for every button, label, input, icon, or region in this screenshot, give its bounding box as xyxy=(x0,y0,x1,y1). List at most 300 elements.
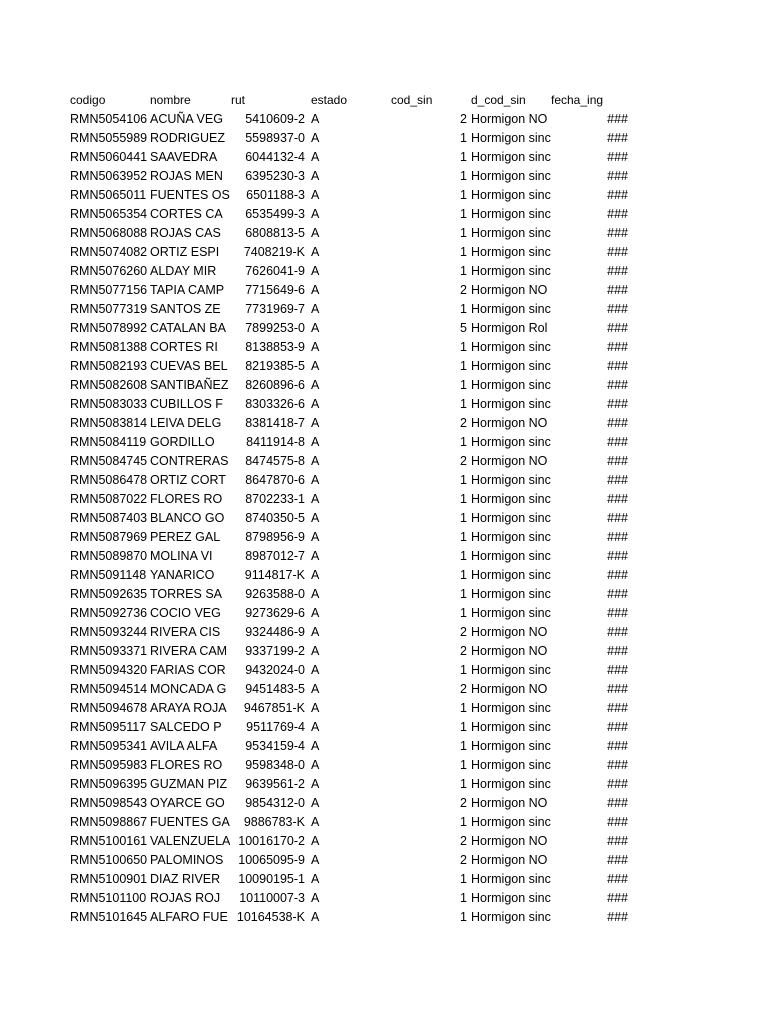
cell-estado: A xyxy=(311,549,320,563)
cell-estado: A xyxy=(311,378,320,392)
cell-rut: 6535499-3 xyxy=(245,207,305,221)
cell-cod-sin: 1 xyxy=(460,701,467,715)
table-row xyxy=(0,167,768,186)
cell-estado: A xyxy=(311,701,320,715)
cell-estado: A xyxy=(311,663,320,677)
table-row xyxy=(0,395,768,414)
table-row xyxy=(0,908,768,927)
cell-codigo: RMN5083033 xyxy=(70,397,148,411)
cell-d-cod-sin: Hormigon sinc xyxy=(471,245,551,259)
cell-nombre: FARIAS COR xyxy=(150,663,226,677)
cell-codigo: RMN5084119 xyxy=(70,435,147,449)
cell-estado: A xyxy=(311,321,320,335)
cell-estado: A xyxy=(311,796,320,810)
cell-cod-sin: 1 xyxy=(460,359,467,373)
cell-d-cod-sin: Hormigon sinc xyxy=(471,701,551,715)
cell-codigo: RMN5098543 xyxy=(70,796,148,810)
cell-rut: 10016170-2 xyxy=(238,834,305,848)
table-row xyxy=(0,357,768,376)
cell-codigo: RMN5094320 xyxy=(70,663,148,677)
cell-cod-sin: 1 xyxy=(460,245,467,259)
cell-codigo: RMN5087022 xyxy=(70,492,148,506)
cell-rut: 9534159-4 xyxy=(245,739,305,753)
cell-codigo: RMN5089870 xyxy=(70,549,148,563)
table-row xyxy=(0,756,768,775)
table-row xyxy=(0,205,768,224)
cell-nombre: YANARICO xyxy=(150,568,215,582)
table-row xyxy=(0,737,768,756)
cell-nombre: ORTIZ CORT xyxy=(150,473,226,487)
cell-nombre: FUENTES OS xyxy=(150,188,230,202)
cell-rut: 7899253-0 xyxy=(245,321,305,335)
cell-fecha-ing: ### xyxy=(607,834,628,848)
cell-estado: A xyxy=(311,587,320,601)
table-row xyxy=(0,148,768,167)
cell-d-cod-sin: Hormigon NO xyxy=(471,853,548,867)
cell-d-cod-sin: Hormigon NO xyxy=(471,644,548,658)
cell-d-cod-sin: Hormigon NO xyxy=(471,112,548,126)
header-row xyxy=(0,91,768,110)
cell-fecha-ing: ### xyxy=(607,549,628,563)
cell-codigo: RMN5084745 xyxy=(70,454,148,468)
cell-cod-sin: 5 xyxy=(460,321,467,335)
cell-cod-sin: 2 xyxy=(460,625,467,639)
cell-fecha-ing: ### xyxy=(607,397,628,411)
cell-fecha-ing: ### xyxy=(607,340,628,354)
cell-codigo: RMN5100901 xyxy=(70,872,148,886)
cell-rut: 9432024-0 xyxy=(245,663,305,677)
cell-estado: A xyxy=(311,568,320,582)
cell-rut: 8219385-5 xyxy=(245,359,305,373)
table-row xyxy=(0,471,768,490)
cell-rut: 6044132-4 xyxy=(245,150,305,164)
cell-d-cod-sin: Hormigon sinc xyxy=(471,340,551,354)
cell-d-cod-sin: Hormigon sinc xyxy=(471,511,551,525)
cell-nombre: RIVERA CIS xyxy=(150,625,221,639)
cell-codigo: RMN5098867 xyxy=(70,815,148,829)
cell-cod-sin: 2 xyxy=(460,834,467,848)
table-row xyxy=(0,566,768,585)
cell-codigo: RMN5055989 xyxy=(70,131,148,145)
table-row xyxy=(0,585,768,604)
cell-codigo: RMN5087403 xyxy=(70,511,148,525)
cell-cod-sin: 1 xyxy=(460,188,467,202)
cell-cod-sin: 1 xyxy=(460,131,467,145)
cell-nombre: ORTIZ ESPI xyxy=(150,245,220,259)
cell-rut: 8798956-9 xyxy=(245,530,305,544)
cell-cod-sin: 2 xyxy=(460,454,467,468)
cell-rut: 6501188-3 xyxy=(246,188,305,202)
cell-cod-sin: 1 xyxy=(460,302,467,316)
cell-fecha-ing: ### xyxy=(607,169,628,183)
cell-estado: A xyxy=(311,454,320,468)
cell-d-cod-sin: Hormigon sinc xyxy=(471,568,551,582)
cell-codigo: RMN5095117 xyxy=(70,720,147,734)
cell-rut: 8647870-6 xyxy=(245,473,305,487)
cell-rut: 8411914-8 xyxy=(246,435,305,449)
cell-estado: A xyxy=(311,872,320,886)
table-row xyxy=(0,661,768,680)
cell-cod-sin: 1 xyxy=(460,435,467,449)
table-row xyxy=(0,851,768,870)
cell-d-cod-sin: Hormigon NO xyxy=(471,682,548,696)
cell-rut: 7626041-9 xyxy=(245,264,305,278)
cell-rut: 8740350-5 xyxy=(245,511,305,525)
cell-nombre: GORDILLO xyxy=(150,435,215,449)
cell-nombre: DIAZ RIVER xyxy=(150,872,221,886)
cell-cod-sin: 1 xyxy=(460,815,467,829)
cell-rut: 8260896-6 xyxy=(245,378,305,392)
cell-codigo: RMN5078992 xyxy=(70,321,148,335)
cell-rut: 9114817-K xyxy=(244,568,305,582)
cell-rut: 7715649-6 xyxy=(245,283,305,297)
cell-estado: A xyxy=(311,758,320,772)
cell-nombre: GUZMAN PIZ xyxy=(150,777,228,791)
table-row xyxy=(0,775,768,794)
cell-d-cod-sin: Hormigon sinc xyxy=(471,549,551,563)
cell-fecha-ing: ### xyxy=(607,112,628,126)
table-row xyxy=(0,262,768,281)
cell-cod-sin: 1 xyxy=(460,891,467,905)
table-row xyxy=(0,509,768,528)
cell-fecha-ing: ### xyxy=(607,416,628,430)
cell-estado: A xyxy=(311,853,320,867)
table-row xyxy=(0,718,768,737)
cell-estado: A xyxy=(311,834,320,848)
cell-codigo: RMN5074082 xyxy=(70,245,148,259)
cell-nombre: LEIVA DELG xyxy=(150,416,222,430)
table-row xyxy=(0,110,768,129)
cell-nombre: TORRES SA xyxy=(150,587,223,601)
cell-rut: 9263588-0 xyxy=(245,587,305,601)
cell-fecha-ing: ### xyxy=(607,378,628,392)
table-row xyxy=(0,889,768,908)
cell-codigo: RMN5083814 xyxy=(70,416,148,430)
cell-estado: A xyxy=(311,283,320,297)
cell-cod-sin: 1 xyxy=(460,549,467,563)
table-row xyxy=(0,604,768,623)
cell-cod-sin: 2 xyxy=(460,796,467,810)
cell-d-cod-sin: Hormigon sinc xyxy=(471,492,551,506)
cell-cod-sin: 1 xyxy=(460,663,467,677)
cell-codigo: RMN5095341 xyxy=(70,739,148,753)
cell-cod-sin: 1 xyxy=(460,606,467,620)
cell-d-cod-sin: Hormigon sinc xyxy=(471,720,551,734)
cell-d-cod-sin: Hormigon NO xyxy=(471,283,548,297)
cell-rut: 9511769-4 xyxy=(246,720,305,734)
cell-d-cod-sin: Hormigon sinc xyxy=(471,226,551,240)
table-row xyxy=(0,300,768,319)
cell-rut: 10065095-9 xyxy=(238,853,305,867)
cell-nombre: RIVERA CAM xyxy=(150,644,228,658)
cell-codigo: RMN5101645 xyxy=(70,910,148,924)
cell-rut: 8474575-8 xyxy=(245,454,305,468)
cell-rut: 6808813-5 xyxy=(245,226,305,240)
cell-codigo: RMN5060441 xyxy=(70,150,148,164)
cell-codigo: RMN5076260 xyxy=(70,264,148,278)
cell-estado: A xyxy=(311,682,320,696)
cell-d-cod-sin: Hormigon sinc xyxy=(471,815,551,829)
cell-codigo: RMN5100650 xyxy=(70,853,148,867)
cell-cod-sin: 1 xyxy=(460,169,467,183)
cell-d-cod-sin: Hormigon sinc xyxy=(471,530,551,544)
cell-cod-sin: 2 xyxy=(460,416,467,430)
cell-rut: 10110007-3 xyxy=(239,891,305,905)
cell-rut: 6395230-3 xyxy=(245,169,305,183)
cell-d-cod-sin: Hormigon sinc xyxy=(471,872,551,886)
cell-rut: 9337199-2 xyxy=(245,644,305,658)
table-row xyxy=(0,224,768,243)
cell-cod-sin: 1 xyxy=(460,226,467,240)
cell-fecha-ing: ### xyxy=(607,701,628,715)
cell-fecha-ing: ### xyxy=(607,815,628,829)
cell-rut: 7731969-7 xyxy=(245,302,305,316)
cell-d-cod-sin: Hormigon sinc xyxy=(471,606,551,620)
header-fecha-ing: fecha_ing xyxy=(551,93,604,107)
cell-cod-sin: 1 xyxy=(460,587,467,601)
cell-d-cod-sin: Hormigon sinc xyxy=(471,435,551,449)
table-row xyxy=(0,528,768,547)
table-row xyxy=(0,129,768,148)
cell-codigo: RMN5077156 xyxy=(70,283,148,297)
cell-cod-sin: 1 xyxy=(460,207,467,221)
cell-nombre: ALDAY MIR xyxy=(150,264,217,278)
cell-fecha-ing: ### xyxy=(607,872,628,886)
table-row xyxy=(0,319,768,338)
cell-fecha-ing: ### xyxy=(607,587,628,601)
cell-estado: A xyxy=(311,302,320,316)
cell-cod-sin: 1 xyxy=(460,910,467,924)
cell-fecha-ing: ### xyxy=(607,758,628,772)
cell-estado: A xyxy=(311,188,320,202)
cell-d-cod-sin: Hormigon sinc xyxy=(471,397,551,411)
cell-codigo: RMN5077319 xyxy=(70,302,148,316)
cell-fecha-ing: ### xyxy=(607,302,628,316)
cell-estado: A xyxy=(311,169,320,183)
cell-codigo: RMN5081388 xyxy=(70,340,148,354)
cell-cod-sin: 2 xyxy=(460,682,467,696)
cell-fecha-ing: ### xyxy=(607,530,628,544)
cell-rut: 9273629-6 xyxy=(245,606,305,620)
cell-fecha-ing: ### xyxy=(607,226,628,240)
cell-d-cod-sin: Hormigon sinc xyxy=(471,169,551,183)
cell-estado: A xyxy=(311,739,320,753)
table-row xyxy=(0,281,768,300)
cell-codigo: RMN5096395 xyxy=(70,777,148,791)
cell-estado: A xyxy=(311,777,320,791)
cell-fecha-ing: ### xyxy=(607,321,628,335)
cell-d-cod-sin: Hormigon NO xyxy=(471,834,548,848)
table-row xyxy=(0,699,768,718)
cell-cod-sin: 1 xyxy=(460,150,467,164)
cell-nombre: AVILA ALFA xyxy=(150,739,218,753)
cell-codigo: RMN5086478 xyxy=(70,473,148,487)
cell-fecha-ing: ### xyxy=(607,283,628,297)
cell-d-cod-sin: Hormigon sinc xyxy=(471,359,551,373)
cell-cod-sin: 1 xyxy=(460,530,467,544)
cell-cod-sin: 1 xyxy=(460,340,467,354)
table-row xyxy=(0,870,768,889)
cell-fecha-ing: ### xyxy=(607,606,628,620)
cell-fecha-ing: ### xyxy=(607,188,628,202)
cell-nombre: CONTRERAS xyxy=(150,454,229,468)
cell-fecha-ing: ### xyxy=(607,910,628,924)
cell-fecha-ing: ### xyxy=(607,359,628,373)
cell-codigo: RMN5092736 xyxy=(70,606,148,620)
cell-rut: 8381418-7 xyxy=(245,416,305,430)
cell-rut: 8987012-7 xyxy=(245,549,305,563)
cell-cod-sin: 1 xyxy=(460,473,467,487)
cell-codigo: RMN5054106 xyxy=(70,112,148,126)
cell-nombre: CORTES CA xyxy=(150,207,223,221)
cell-cod-sin: 1 xyxy=(460,872,467,886)
table-row xyxy=(0,186,768,205)
cell-cod-sin: 1 xyxy=(460,492,467,506)
cell-fecha-ing: ### xyxy=(607,245,628,259)
cell-nombre: CORTES RI xyxy=(150,340,218,354)
header-d-cod-sin: d_cod_sin xyxy=(471,93,526,107)
cell-nombre: TAPIA CAMP xyxy=(150,283,225,297)
table-row xyxy=(0,642,768,661)
header-estado: estado xyxy=(311,93,348,107)
table-row xyxy=(0,452,768,471)
cell-nombre: PEREZ GAL xyxy=(150,530,221,544)
spreadsheet-table xyxy=(0,91,768,927)
cell-d-cod-sin: Hormigon Rol xyxy=(471,321,548,335)
cell-cod-sin: 2 xyxy=(460,283,467,297)
cell-estado: A xyxy=(311,625,320,639)
cell-d-cod-sin: Hormigon sinc xyxy=(471,777,551,791)
header-cod-sin: cod_sin xyxy=(391,93,433,107)
cell-fecha-ing: ### xyxy=(607,796,628,810)
header-rut: rut xyxy=(231,93,246,107)
cell-fecha-ing: ### xyxy=(607,625,628,639)
cell-fecha-ing: ### xyxy=(607,720,628,734)
cell-estado: A xyxy=(311,511,320,525)
table-row xyxy=(0,243,768,262)
cell-nombre: ROJAS CAS xyxy=(150,226,221,240)
cell-nombre: SAAVEDRA xyxy=(150,150,218,164)
cell-nombre: ROJAS MEN xyxy=(150,169,223,183)
cell-cod-sin: 1 xyxy=(460,777,467,791)
cell-d-cod-sin: Hormigon sinc xyxy=(471,150,551,164)
table-row xyxy=(0,338,768,357)
table-row xyxy=(0,376,768,395)
cell-d-cod-sin: Hormigon NO xyxy=(471,416,548,430)
cell-estado: A xyxy=(311,815,320,829)
cell-rut: 5410609-2 xyxy=(245,112,305,126)
cell-codigo: RMN5094514 xyxy=(70,682,148,696)
cell-d-cod-sin: Hormigon sinc xyxy=(471,378,551,392)
cell-codigo: RMN5082193 xyxy=(70,359,148,373)
cell-nombre: OYARCE GO xyxy=(150,796,225,810)
cell-codigo: RMN5063952 xyxy=(70,169,148,183)
cell-nombre: BLANCO GO xyxy=(150,511,225,525)
table-row xyxy=(0,680,768,699)
cell-d-cod-sin: Hormigon sinc xyxy=(471,739,551,753)
table-body xyxy=(0,110,768,927)
cell-codigo: RMN5092635 xyxy=(70,587,148,601)
cell-nombre: SANTOS ZE xyxy=(150,302,221,316)
cell-nombre: ROJAS ROJ xyxy=(150,891,221,905)
cell-estado: A xyxy=(311,112,320,126)
cell-fecha-ing: ### xyxy=(607,644,628,658)
cell-fecha-ing: ### xyxy=(607,473,628,487)
cell-codigo: RMN5065011 xyxy=(70,188,147,202)
cell-rut: 9639561-2 xyxy=(245,777,305,791)
cell-cod-sin: 1 xyxy=(460,568,467,582)
cell-fecha-ing: ### xyxy=(607,891,628,905)
cell-estado: A xyxy=(311,131,320,145)
cell-d-cod-sin: Hormigon sinc xyxy=(471,188,551,202)
cell-nombre: ARAYA ROJA xyxy=(150,701,227,715)
cell-fecha-ing: ### xyxy=(607,511,628,525)
cell-d-cod-sin: Hormigon sinc xyxy=(471,264,551,278)
cell-estado: A xyxy=(311,416,320,430)
table-row xyxy=(0,832,768,851)
cell-cod-sin: 1 xyxy=(460,264,467,278)
cell-estado: A xyxy=(311,720,320,734)
cell-estado: A xyxy=(311,910,320,924)
cell-nombre: CATALAN BA xyxy=(150,321,226,335)
cell-nombre: FLORES RO xyxy=(150,758,223,772)
cell-nombre: SALCEDO P xyxy=(150,720,222,734)
cell-nombre: MONCADA G xyxy=(150,682,227,696)
table-row xyxy=(0,490,768,509)
cell-estado: A xyxy=(311,492,320,506)
cell-rut: 9451483-5 xyxy=(245,682,305,696)
cell-estado: A xyxy=(311,245,320,259)
cell-estado: A xyxy=(311,530,320,544)
cell-estado: A xyxy=(311,359,320,373)
cell-cod-sin: 1 xyxy=(460,739,467,753)
cell-rut: 5598937-0 xyxy=(245,131,305,145)
table-row xyxy=(0,813,768,832)
table-row xyxy=(0,794,768,813)
cell-estado: A xyxy=(311,397,320,411)
cell-nombre: COCIO VEG xyxy=(150,606,221,620)
cell-codigo: RMN5093371 xyxy=(70,644,148,658)
cell-d-cod-sin: Hormigon sinc xyxy=(471,663,551,677)
header-nombre: nombre xyxy=(150,93,191,107)
cell-d-cod-sin: Hormigon sinc xyxy=(471,131,551,145)
cell-fecha-ing: ### xyxy=(607,663,628,677)
cell-fecha-ing: ### xyxy=(607,777,628,791)
cell-nombre: PALOMINOS xyxy=(150,853,224,867)
cell-cod-sin: 2 xyxy=(460,112,467,126)
cell-estado: A xyxy=(311,606,320,620)
cell-estado: A xyxy=(311,150,320,164)
cell-rut: 8702233-1 xyxy=(245,492,305,506)
cell-fecha-ing: ### xyxy=(607,568,628,582)
cell-rut: 9854312-0 xyxy=(245,796,305,810)
cell-fecha-ing: ### xyxy=(607,150,628,164)
cell-nombre: CUBILLOS F xyxy=(150,397,223,411)
table-row xyxy=(0,414,768,433)
cell-codigo: RMN5082608 xyxy=(70,378,148,392)
cell-fecha-ing: ### xyxy=(607,492,628,506)
cell-estado: A xyxy=(311,644,320,658)
cell-d-cod-sin: Hormigon sinc xyxy=(471,587,551,601)
cell-estado: A xyxy=(311,207,320,221)
cell-cod-sin: 1 xyxy=(460,397,467,411)
cell-nombre: MOLINA VI xyxy=(150,549,213,563)
cell-estado: A xyxy=(311,264,320,278)
cell-rut: 9886783-K xyxy=(243,815,305,829)
cell-nombre: CUEVAS BEL xyxy=(150,359,228,373)
cell-rut: 8138853-9 xyxy=(245,340,305,354)
cell-codigo: RMN5065354 xyxy=(70,207,148,221)
